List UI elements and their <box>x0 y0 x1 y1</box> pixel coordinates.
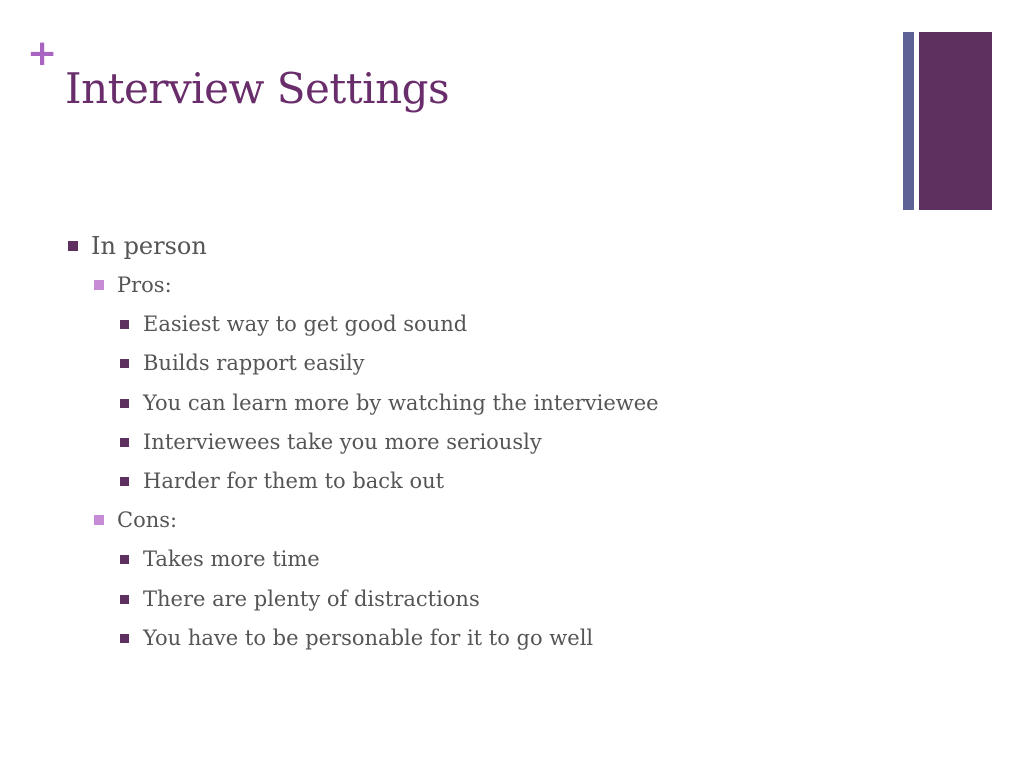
slide-title: Interview Settings <box>65 64 450 113</box>
list-item-text: Takes more time <box>143 547 320 571</box>
square-bullet-icon <box>94 515 104 525</box>
list-item-text: Pros: <box>117 273 172 297</box>
list-item-text: Builds rapport easily <box>143 351 365 375</box>
square-bullet-icon <box>120 595 129 604</box>
square-bullet-icon <box>120 399 129 408</box>
list-item-text: Easiest way to get good sound <box>143 312 468 336</box>
list-item <box>120 587 480 611</box>
list-item-text: In person <box>91 232 207 260</box>
list-item <box>94 508 177 532</box>
square-bullet-icon <box>120 634 129 643</box>
plus-icon: + <box>27 33 58 74</box>
list-item-text: There are plenty of distractions <box>143 587 480 611</box>
square-bullet-icon <box>120 477 129 486</box>
square-bullet-icon <box>68 241 78 251</box>
list-item <box>120 391 659 415</box>
list-item <box>120 626 593 650</box>
square-bullet-icon <box>120 555 129 564</box>
square-bullet-icon <box>120 320 129 329</box>
square-bullet-icon <box>120 359 129 368</box>
list-item <box>120 312 467 336</box>
list-item <box>68 232 207 260</box>
list-item-text: Cons: <box>117 508 178 532</box>
square-bullet-icon <box>120 438 129 447</box>
list-item <box>120 351 365 375</box>
list-item-text: You can learn more by watching the interviewee <box>143 391 659 415</box>
list-item-text: Interviewees take you more seriously <box>143 430 542 454</box>
list-item <box>120 430 542 454</box>
square-bullet-icon <box>94 280 104 290</box>
list-item-text: Harder for them to back out <box>143 469 445 493</box>
list-item-text: You have to be personable for it to go well <box>143 626 594 650</box>
list-item <box>94 273 172 297</box>
list-item <box>120 547 320 571</box>
list-item <box>120 469 444 493</box>
